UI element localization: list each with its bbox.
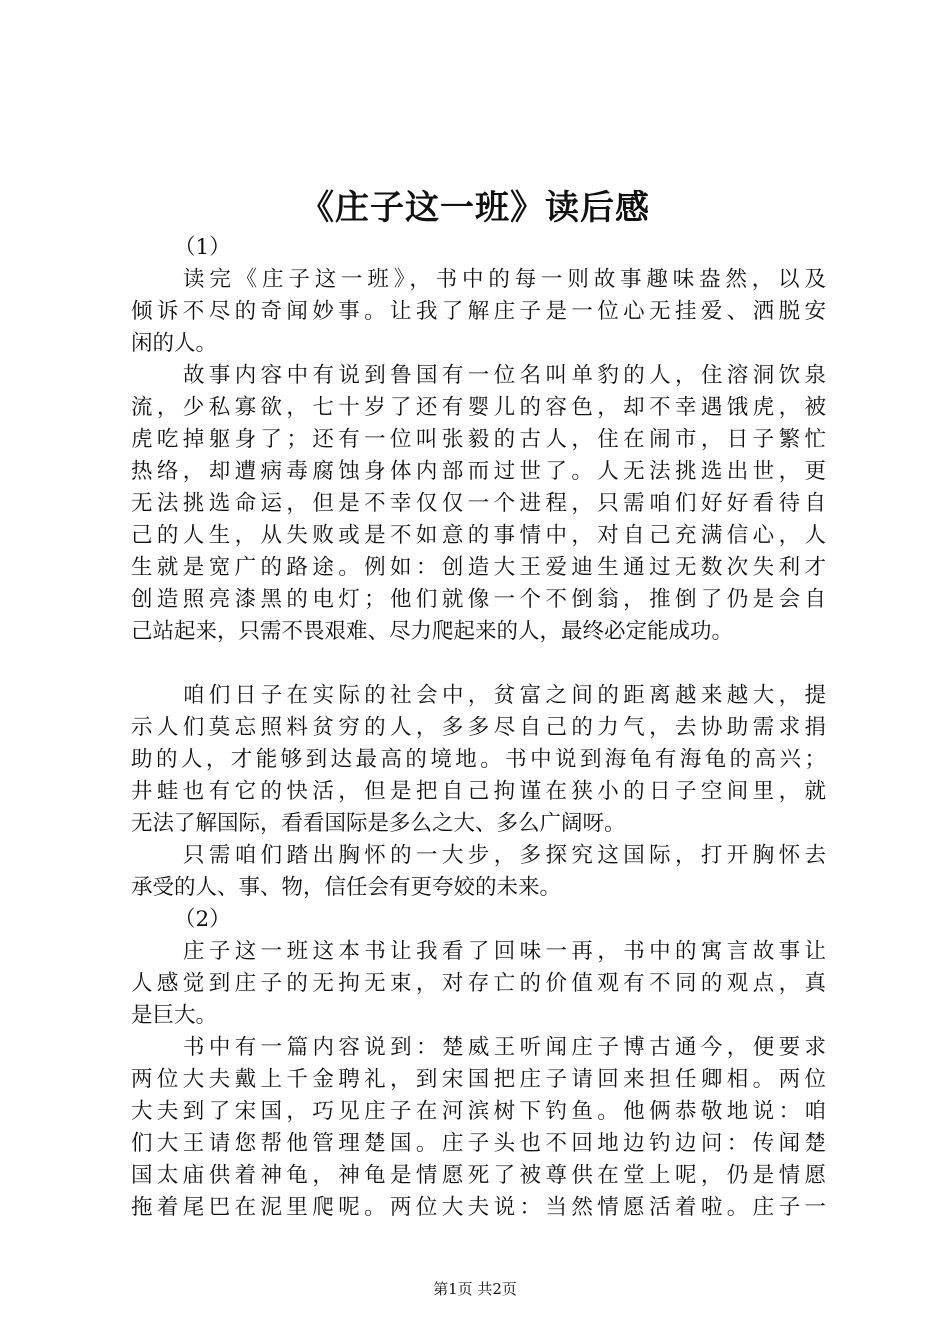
paragraph-line: 助的人，才能够到达最高的境地。书中说到海龟有海龟的高兴； [131,747,826,772]
paragraph-line: 示人们莫忘照料贫穷的人，多多尽自己的力气，去协助需求捐 [131,715,826,740]
document-title: 《庄子这一班》读后感 [300,188,650,228]
paragraph-line: 国太庙供着神龟，神龟是情愿死了被尊供在堂上呢，仍是情愿 [131,1163,826,1188]
paragraph-line: 虎吃掉躯身了；还有一位叫张毅的古人，住在闹市，日子繁忙 [131,427,826,452]
paragraph-line: 只需咱们踏出胸怀的一大步，多探究这国际，打开胸怀去 [183,843,826,868]
paragraph-line: 人感觉到庄子的无拘无束，对存亡的价值观有不同的观点，真 [131,971,826,996]
paragraph-line: 闲的人。 [131,331,218,356]
paragraph-line: 书中有一篇内容说到：楚威王听闻庄子博古通今，便要求 [183,1035,826,1060]
paragraph-line: 热络，却遭病毒腐蚀身体内部而过世了。人无法挑选出世，更 [131,459,826,484]
paragraph-line: 己的人生，从失败或是不如意的事情中，对自己充满信心，人 [131,523,826,548]
paragraph-line: 故事内容中有说到鲁国有一位名叫单豹的人，住溶洞饮泉 [183,363,826,388]
paragraph-line: 无法挑选命运，但是不幸仅仅一个进程，只需咱们好好看待自 [131,491,826,516]
paragraph-line: 是巨大。 [131,1003,218,1028]
paragraph-line: 们大王请您帮他管理楚国。庄子头也不回地边钓边问：传闻楚 [131,1131,826,1156]
paragraph-line: 流，少私寡欲，七十岁了还有婴儿的容色，却不幸遇饿虎，被 [131,395,826,420]
blank-line [131,648,826,680]
paragraph-line: 创造照亮漆黑的电灯；他们就像一个不倒翁，推倒了仍是会自 [131,587,826,612]
paragraph-line: 承受的人、事、物，信任会有更夸姣的未来。 [131,875,562,900]
paragraph-line: 两位大夫戴上千金聘礼，到宋国把庄子请回来担任卿相。两位 [131,1067,826,1092]
document-body [131,232,826,1224]
paragraph-line: 无法了解国际，看看国际是多么之大、多么广阔呀。 [131,811,626,836]
paragraph-line: 大夫到了宋国，巧见庄子在河滨树下钓鱼。他俩恭敬地说：咱 [131,1099,826,1124]
section-heading: （2） [174,907,231,932]
paragraph-line: 倾诉不尽的奇闻妙事。让我了解庄子是一位心无挂爱、洒脱安 [131,299,826,324]
paragraph-line: 生就是宽广的路途。例如：创造大王爱迪生通过无数次失利才 [131,555,826,580]
paragraph-line: 咱们日子在实际的社会中，贫富之间的距离越来越大，提 [183,683,826,708]
paragraph-line: 庄子这一班这本书让我看了回味一再，书中的寓言故事让 [183,939,826,964]
paragraph-line: 拖着尾巴在泥里爬呢。两位大夫说：当然情愿活着啦。庄子一 [131,1195,826,1220]
paragraph-line: 井蛙也有它的快活，但是把自己拘谨在狭小的日子空间里，就 [131,779,826,804]
paragraph-line: 读完《庄子这一班》，书中的每一则故事趣味盎然，以及 [183,267,826,292]
section-heading: （1） [174,235,231,260]
page-footer: 第1页 共2页 [433,1280,517,1298]
paragraph-line: 己站起来，只需不畏艰难、尽力爬起来的人，最终必定能成功。 [131,619,734,644]
